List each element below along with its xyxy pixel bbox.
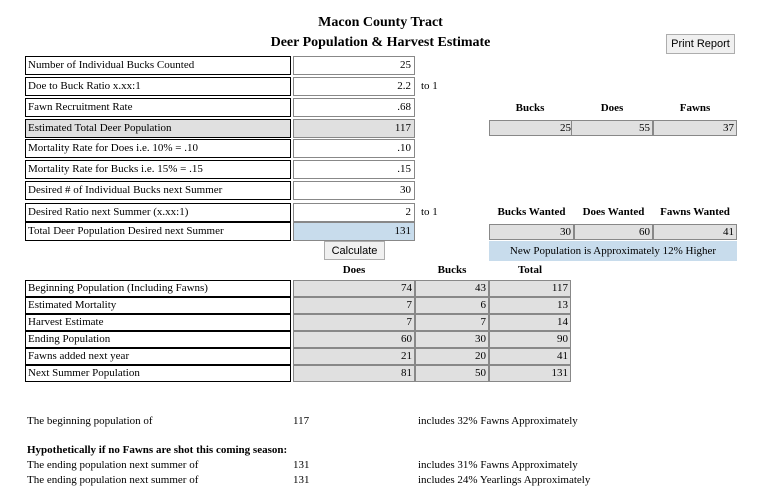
note-ending1-label: The ending population next summer of [27, 459, 199, 471]
table-row-label: Harvest Estimate [25, 314, 291, 331]
table-header-does: Does [342, 264, 366, 276]
table-cell: 7 [293, 314, 415, 331]
buck-mortality-input[interactable]: .15 [293, 160, 415, 179]
table-cell: 81 [293, 365, 415, 382]
current-does-value: 55 [571, 120, 653, 136]
does-wanted-value: 60 [574, 224, 653, 240]
table-cell: 30 [415, 331, 489, 348]
ratio-suffix: to 1 [421, 80, 438, 92]
page-title: Macon County Tract [318, 15, 443, 30]
total-population-output: 117 [293, 119, 415, 138]
label-total-population: Estimated Total Deer Population [25, 119, 291, 138]
table-cell: 7 [293, 297, 415, 314]
table-cell: 60 [293, 331, 415, 348]
table-cell: 43 [415, 280, 489, 297]
fawns-header: Fawns [679, 102, 711, 114]
calculate-button[interactable]: Calculate [324, 241, 385, 260]
table-header-total: Total [517, 264, 543, 276]
hypothetical-heading: Hypothetically if no Fawns are shot this coming season: [27, 444, 288, 456]
table-row-label: Next Summer Population [25, 365, 291, 382]
table-row-label: Ending Population [25, 331, 291, 348]
current-bucks-value: 25 [489, 120, 574, 136]
bucks-wanted-value: 30 [489, 224, 574, 240]
page-subtitle: Deer Population & Harvest Estimate [270, 35, 491, 50]
note-beginning-label: The beginning population of [27, 415, 153, 427]
print-report-button[interactable]: Print Report [666, 34, 735, 54]
label-doe-mortality: Mortality Rate for Does i.e. 10% = .10 [25, 139, 291, 158]
does-header: Does [600, 102, 624, 114]
table-cell: 41 [489, 348, 571, 365]
note-ending2-value: 131 [293, 474, 310, 486]
bucks-wanted-header: Bucks Wanted [497, 206, 566, 218]
label-buck-mortality: Mortality Rate for Bucks i.e. 15% = .15 [25, 160, 291, 179]
table-cell: 131 [489, 365, 571, 382]
table-cell: 117 [489, 280, 571, 297]
label-desired-ratio: Desired Ratio next Summer (x.xx:1) [25, 203, 291, 222]
result-message: New Population is Approximately 12% Higher [489, 241, 737, 261]
table-cell: 90 [489, 331, 571, 348]
label-desired-bucks: Desired # of Individual Bucks next Summer [25, 181, 291, 200]
bucks-header: Bucks [515, 102, 545, 114]
table-row-label: Estimated Mortality [25, 297, 291, 314]
doe-buck-ratio-input[interactable]: 2.2 [293, 77, 415, 96]
desired-ratio-suffix: to 1 [421, 206, 438, 218]
desired-total-output: 131 [293, 222, 415, 241]
label-fawn-recruitment: Fawn Recruitment Rate [25, 98, 291, 117]
bucks-counted-input[interactable]: 25 [293, 56, 415, 75]
table-cell: 21 [293, 348, 415, 365]
fawns-wanted-value: 41 [653, 224, 737, 240]
does-wanted-header: Does Wanted [582, 206, 645, 218]
table-cell: 20 [415, 348, 489, 365]
note-ending1-desc: includes 31% Fawns Approximately [418, 459, 578, 471]
desired-bucks-input[interactable]: 30 [293, 181, 415, 200]
table-row-label: Fawns added next year [25, 348, 291, 365]
label-bucks-counted: Number of Individual Bucks Counted [25, 56, 291, 75]
table-header-bucks: Bucks [437, 264, 467, 276]
table-row-label: Beginning Population (Including Fawns) [25, 280, 291, 297]
fawn-recruitment-input[interactable]: .68 [293, 98, 415, 117]
label-desired-total: Total Deer Population Desired next Summer [25, 222, 291, 241]
table-cell: 13 [489, 297, 571, 314]
note-ending2-label: The ending population next summer of [27, 474, 199, 486]
label-doe-buck-ratio: Doe to Buck Ratio x.xx:1 [25, 77, 291, 96]
note-ending1-value: 131 [293, 459, 310, 471]
note-beginning-desc: includes 32% Fawns Approximately [418, 415, 578, 427]
fawns-wanted-header: Fawns Wanted [660, 206, 730, 218]
desired-ratio-input[interactable]: 2 [293, 203, 415, 222]
current-fawns-value: 37 [653, 120, 737, 136]
note-beginning-value: 117 [293, 415, 310, 427]
table-cell: 50 [415, 365, 489, 382]
table-cell: 6 [415, 297, 489, 314]
table-cell: 74 [293, 280, 415, 297]
table-cell: 14 [489, 314, 571, 331]
doe-mortality-input[interactable]: .10 [293, 139, 415, 158]
note-ending2-desc: includes 24% Yearlings Approximately [418, 474, 591, 486]
table-cell: 7 [415, 314, 489, 331]
